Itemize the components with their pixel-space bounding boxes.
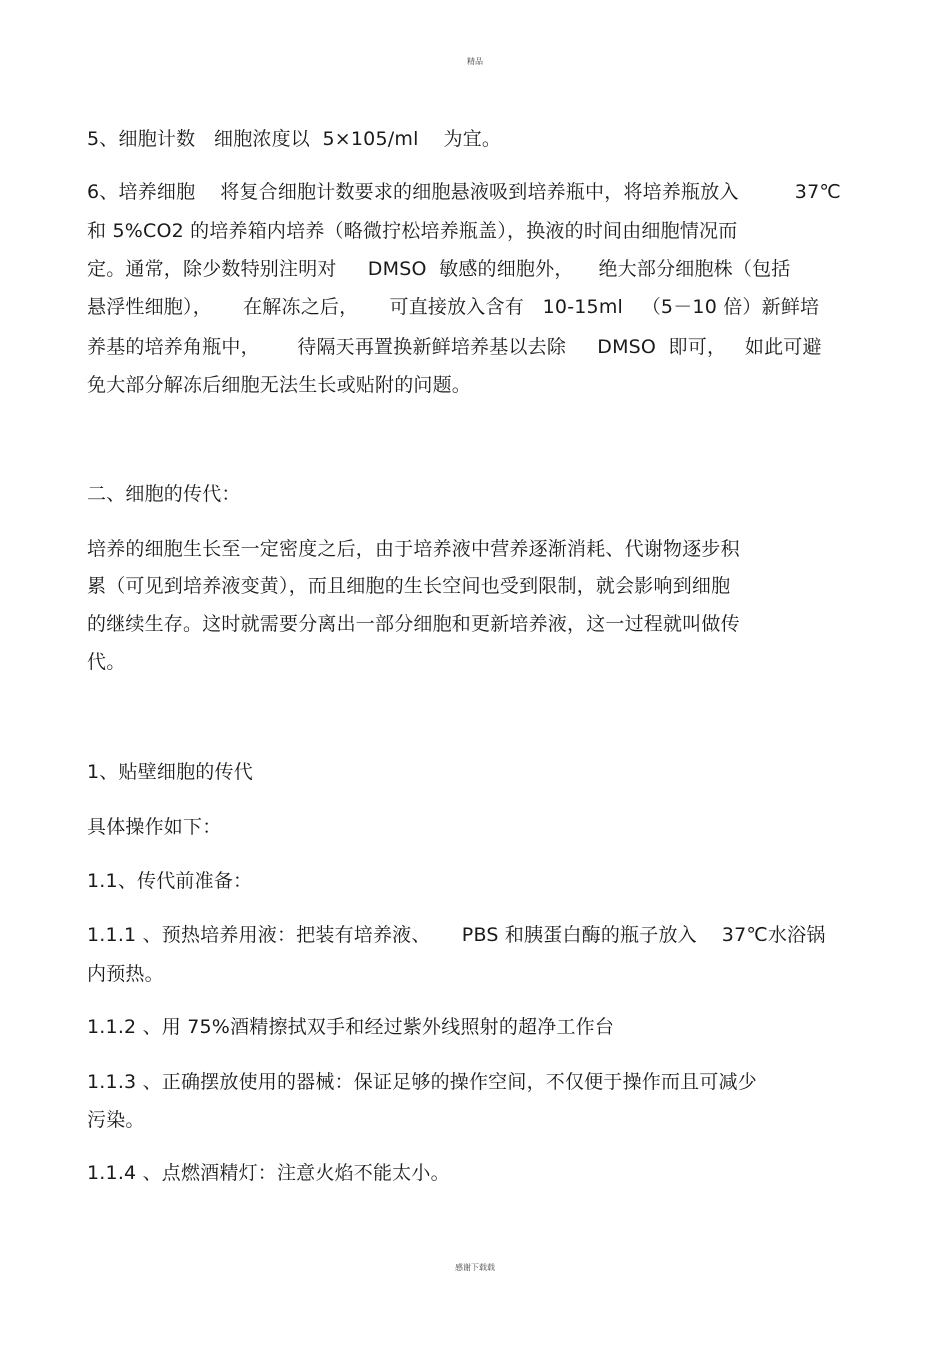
text-line: 1.1.4 、点燃酒精灯：注意火焰不能太小。 [87,1162,450,1184]
text-line: 悬浮性细胞）， 在解冻之后， 可直接放入含有 10-15ml （5－10 倍）新鲜培 [87,296,820,318]
text-line: 1.1、传代前准备： [87,870,253,892]
text-line: 1.1.3 、正确摆放使用的器械：保证足够的操作空间，不仅便于操作而且可减少 [87,1071,757,1093]
subsection-heading: 1、贴壁细胞的传代 [87,761,253,783]
page-footer: 感谢下载载 [455,1263,495,1272]
text-line: 和 5%CO2 的培养箱内培养（略微拧松培养瓶盖），换液的时间由细胞情况而 [87,220,738,242]
text-line: 1.1.2 、用 75%酒精擦拭双手和经过紫外线照射的超净工作台 [87,1016,615,1038]
text-line: 内预热。 [87,963,164,985]
text-line: 1.1.1 、预热培养用液：把装有培养液、 PBS 和胰蛋白酶的瓶子放入 37℃水浴锅 [87,924,826,946]
text-line: 6、培养细胞 将复合细胞计数要求的细胞悬液吸到培养瓶中，将培养瓶放入 37℃ [87,181,841,203]
section-heading: 二、细胞的传代： [87,483,241,505]
page-header: 精品 [467,57,483,66]
text-line: 具体操作如下： [87,816,222,838]
text-line: 定。通常，除少数特别注明对 DMSO 敏感的细胞外， 绝大部分细胞株（包括 [87,258,791,280]
text-line: 污染。 [87,1109,145,1131]
text-line: 培养的细胞生长至一定密度之后，由于培养液中营养逐渐消耗、代谢物逐步积 [87,538,740,560]
text-line: 累（可见到培养液变黄），而且细胞的生长空间也受到限制，就会影响到细胞 [87,575,731,597]
text-line: 5、细胞计数 细胞浓度以 5×105/ml 为宜。 [87,128,502,150]
text-line: 的继续生存。这时就需要分离出一部分细胞和更新培养液，这一过程就叫做传 [87,613,740,635]
text-line: 代。 [87,651,126,673]
text-line: 养基的培养角瓶中， 待隔天再置换新鲜培养基以去除 DMSO 即可， 如此可避 [87,336,822,358]
text-line: 免大部分解冻后细胞无法生长或贴附的问题。 [87,374,472,396]
